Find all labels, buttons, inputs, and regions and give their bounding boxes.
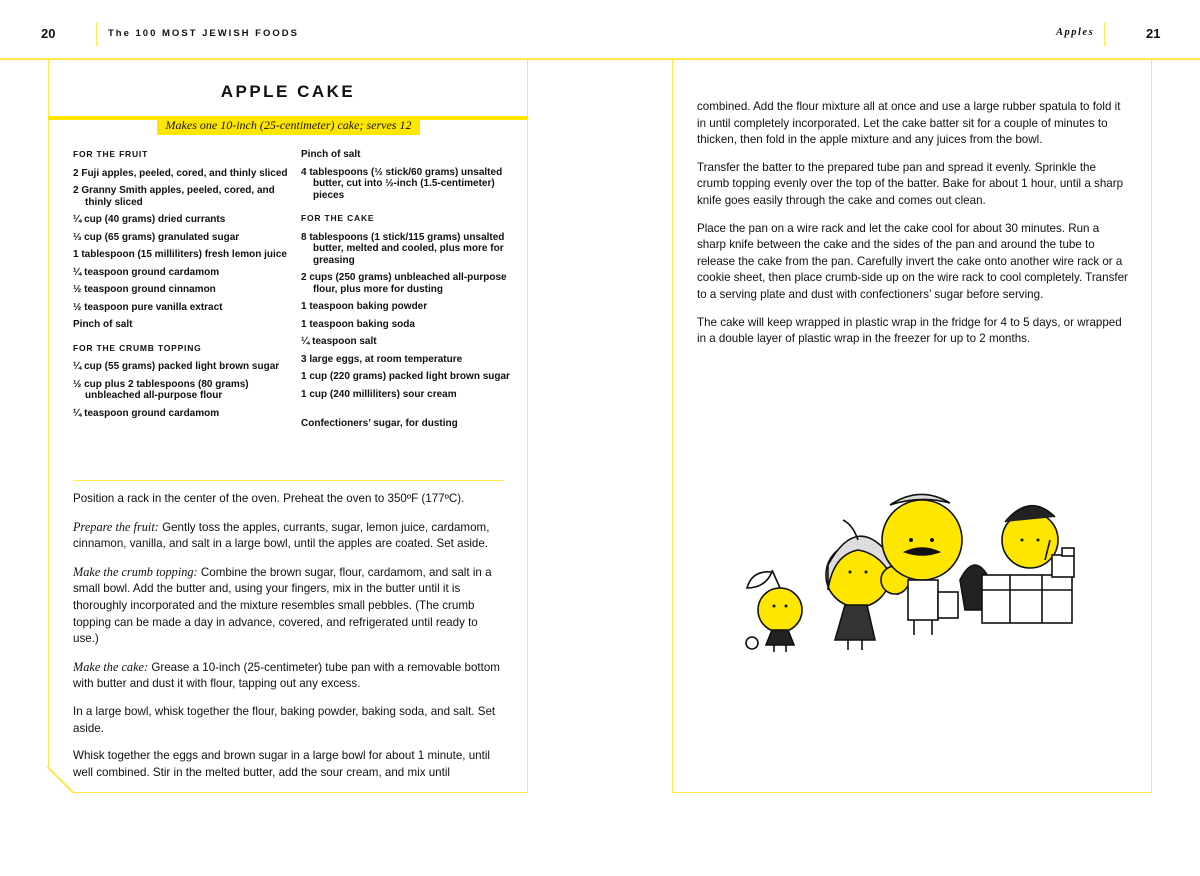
section-title: Apples (1056, 27, 1095, 38)
ingredient: 1 teaspoon baking powder (301, 301, 428, 312)
ingredients-column-2 (301, 149, 516, 436)
recipe-title: APPLE CAKE (220, 82, 356, 101)
apple-family-illustration (710, 480, 1130, 690)
ingredient: ⅓ cup (65 grams) granulated sugar (73, 231, 240, 243)
step-text: Combine the brown sugar, flour, cardamom, and salt in a small bowl. Add the butter and, using your fingers, mix in the butter until it is thoroughly incorporated and the mixture resembles small pebbles. (The crumb topping can be made a day in advance, covered, and refrigerated until ready to use.) (73, 565, 492, 646)
ingredient: 2 cups (250 grams) unbleached all-purpose flour, plus more for dusting (301, 272, 507, 295)
ingredient: ¼ cup (40 grams) dried currants (73, 214, 226, 225)
ingredient: ½ teaspoon ground cinnamon (73, 284, 216, 295)
ingredient: ¼ teaspoon salt (301, 336, 377, 347)
running-title: The 100 MOST JEWISH FOODS (108, 28, 299, 39)
ingredient: ¼ teaspoon ground cardamom (73, 407, 220, 419)
ingredient: ¼ cup (55 grams) packed light brown sugar (73, 361, 280, 372)
method-step (73, 564, 505, 648)
method-step: Transfer the batter to the prepared tube pan and spread it evenly. Sprinkle the crumb topping evenly over the top of the batter. Bake for about 1 hour, until a sharp knife goes easily through the cake and comes out clean. (697, 160, 1124, 207)
step-text: Position a rack in the center of the oven. Preheat the oven to 350ºF (177ºC). (73, 492, 465, 505)
ingredient: 1 cup (240 milliliters) sour cream (301, 388, 457, 400)
apple-character-father (882, 500, 962, 580)
step-text: Gently toss the apples, currants, sugar, lemon juice, cardamom, cinnamon, vanilla, and salt in a large bowl, until the apples are coated. Set aside. (73, 520, 490, 551)
ingredient: 1 tablespoon (15 milliliters) fresh lemon juice (73, 249, 287, 260)
trunk-luggage (982, 575, 1072, 623)
ingredient: 2 Granny Smith apples, peeled, cored, and thinly sliced (73, 185, 275, 208)
method-right (697, 99, 1129, 359)
ingredient: 8 tablespoons (1 stick/115 grams) unsalted butter, melted and cooled, plus more for greasing (301, 231, 505, 266)
ingredient: 1 teaspoon baking soda (301, 318, 415, 330)
section-heading: FOR THE CAKE (301, 213, 375, 223)
apple-character-small (758, 588, 802, 632)
method-step: combined. Add the flour mixture all at once and use a large rubber spatula to fold it in until completely incorporated. Let the cake batter sit for a couple of minutes to thicken, then fold in the apple mixture and any juices from the bowl. (697, 100, 1121, 147)
right-page-number: 21 (1146, 26, 1161, 41)
method-step (73, 491, 505, 508)
method-step: Place the pan on a wire rack and let the cake cool for about 30 minutes. Run a sharp knife between the cake and the sides of the pan and around the tube to release the cake from the pan. Carefully invert the cake onto another wire rack or a cookie sheet, then place crumb-side up on the wire rack to cool completely. Transfer to a serving plate and dust with confectioners’ sugar before serving. (697, 221, 1128, 301)
step-text: Whisk together the eggs and brown sugar in a large bowl for about 1 minute, until well combined. Stir in the melted butter, add the sour cream, and mix until (73, 749, 490, 779)
step-lead: Make the cake: (73, 659, 149, 674)
ingredient: Pinch of salt (301, 149, 361, 160)
ingredients-divider (73, 480, 503, 481)
ingredient: 4 tablespoons (½ stick/60 grams) unsalted butter, cut into ½-inch (1.5-centimeter) pieces (301, 166, 503, 201)
method-step (73, 519, 505, 553)
ingredient: 2 Fuji apples, peeled, cored, and thinly sliced (73, 167, 288, 179)
section-heading: FOR THE FRUIT (73, 149, 149, 159)
method-step (73, 748, 505, 781)
method-step: The cake will keep wrapped in plastic wrap in the fridge for 4 to 5 days, or wrapped in a double layer of plastic wrap in the freezer for up to 2 months. (697, 315, 1122, 346)
step-text: Grease a 10-inch (25-centimeter) tube pan with a removable bottom with butter and dust it with flour, tapping out any excess. (73, 660, 500, 691)
ingredient: Confectioners’ sugar, for dusting (301, 418, 458, 429)
step-lead: Make the crumb topping: (73, 564, 198, 579)
step-lead: Prepare the fruit: (73, 519, 159, 534)
ingredient: ½ cup plus 2 tablespoons (80 grams) unbleached all-purpose flour (73, 378, 249, 401)
recipe-yield: Makes one 10-inch (25-centimeter) cake; serves 12 (157, 117, 420, 135)
ingredient: Pinch of salt (73, 319, 133, 330)
section-heading: FOR THE CRUMB TOPPING (73, 342, 202, 353)
method-step (73, 704, 505, 737)
ingredient: 1 cup (220 grams) packed light brown sugar (301, 371, 510, 382)
header-divider (1104, 22, 1105, 46)
method-step (73, 659, 505, 693)
header-divider (96, 22, 97, 46)
step-text: In a large bowl, whisk together the flour, baking powder, baking soda, and salt. Set aside. (73, 704, 496, 735)
ingredient: ¼ teaspoon ground cardamom (73, 266, 220, 278)
left-page-number: 20 (41, 26, 56, 41)
ingredient: ½ teaspoon pure vanilla extract (73, 301, 223, 313)
ingredients-column-1 (73, 149, 288, 425)
method-left (73, 491, 505, 792)
ingredient: 3 large eggs, at room temperature (301, 353, 463, 365)
